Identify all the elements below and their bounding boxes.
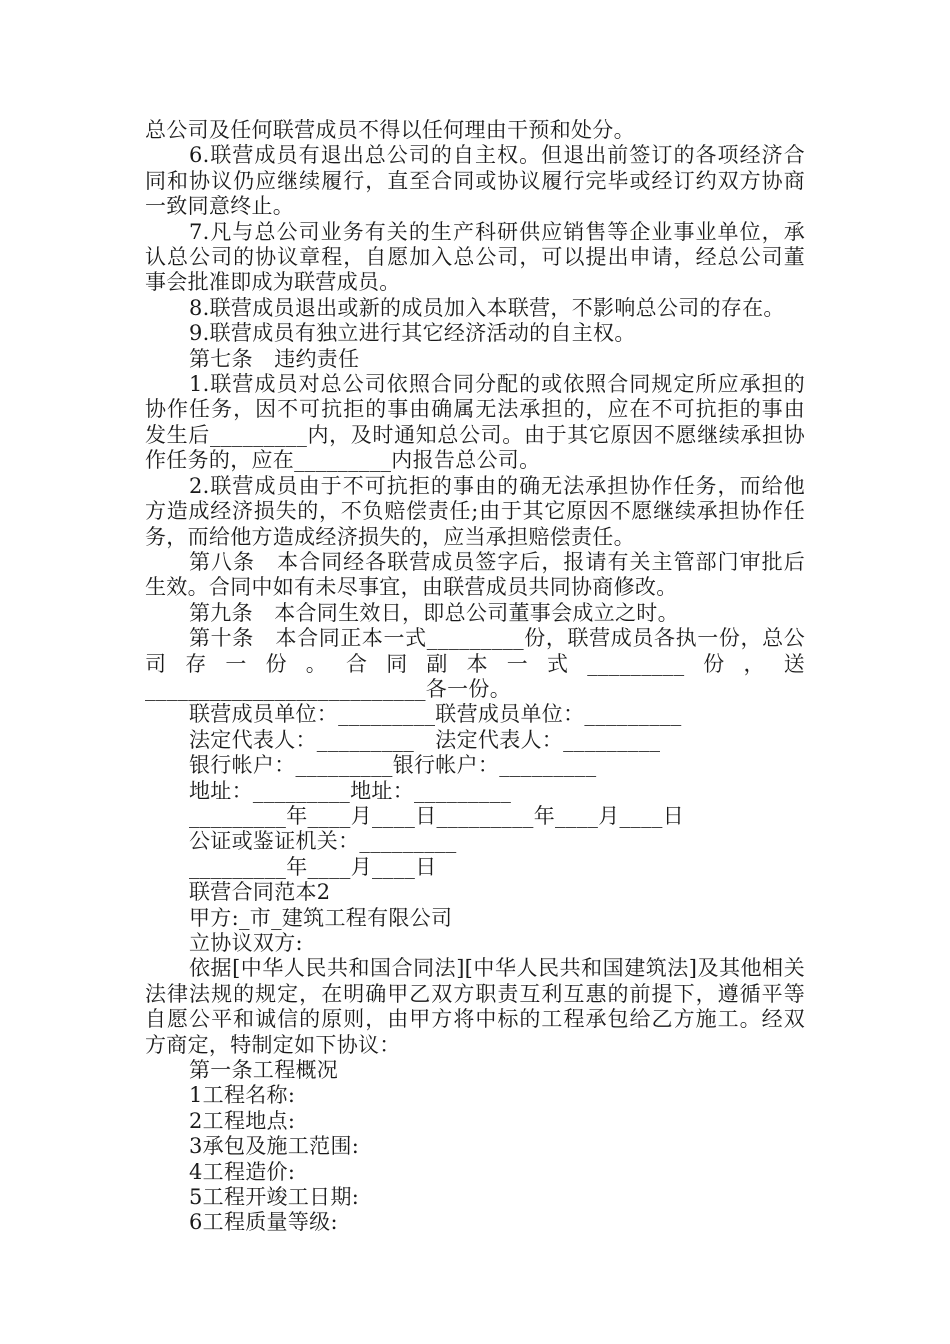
list-item: 3承包及施工范围: — [189, 1134, 360, 1159]
paragraph: 依据[中华人民共和国合同法][中华人民共和国建筑法]及其他相关法律法规的规定，在明确甲乙双方职责互利互惠的前提下，遵循平等自愿公平和诚信的原则，由甲方将中标的工程承包给乙方施工。经双方商定，特制定如下协议： — [145, 956, 805, 1057]
list-item: 6工程质量等级: — [189, 1210, 338, 1235]
paragraph: 第十条 本合同正本一式_________份，联营成员各执一份，总公司存一份。合同副本一式_________份，送__________________________各一份。 — [145, 626, 805, 701]
signature-line: 联营成员单位：_________联营成员单位：_________ — [189, 702, 682, 727]
signature-line: 地址：_________地址：_________ — [189, 778, 512, 803]
section-heading: 第一条工程概况 — [189, 1058, 339, 1083]
party-line: 甲方:_市_建筑工程有限公司 — [189, 905, 453, 930]
signature-line: 公证或鉴证机关：_________ — [189, 829, 457, 854]
paragraph: 第八条 本合同经各联营成员签字后，报请有关主管部门审批后生效。合同中如有未尽事宜，由联营成员共同协商修改。 — [145, 549, 805, 600]
list-item: 5工程开竣工日期: — [189, 1185, 360, 1210]
list-item: 1工程名称: — [189, 1083, 296, 1108]
paragraph: 第九条 本合同生效日，即总公司董事会成立之时。 — [189, 600, 679, 625]
paragraph: 1.联营成员对总公司依照合同分配的或依照合同规定所应承担的协作任务，因不可抗拒的事由确属无法承担的，应在不可抗拒的事由发生后_________内，及时通知总公司。由于其它原因不愿继续承担协作任务的，应在_________内报告总公司。 — [145, 372, 805, 473]
document-title: 联营合同范本2 — [189, 880, 331, 905]
list-item: 4工程造价: — [189, 1159, 296, 1184]
paragraph: 9.联营成员有独立进行其它经济活动的自主权。 — [189, 321, 636, 346]
list-item: 2工程地点: — [189, 1108, 296, 1133]
section-heading: 第七条 违约责任 — [189, 346, 360, 371]
date-line: _________年____月____日_________年____月____日 — [189, 803, 684, 828]
paragraph: 2.联营成员由于不可抗拒的事由的确无法承担协作任务，而给他方造成经济损失的，不负赔偿责任;由于其它原因不愿继续承担协作任务，而给他方造成经济损失的，应当承担赔偿责任。 — [145, 473, 805, 549]
document-page — [145, 118, 805, 1236]
party-line: 立协议双方: — [189, 931, 303, 955]
paragraph: 7.凡与总公司业务有关的生产科研供应销售等企业事业单位，承认总公司的协议章程，自愿加入总公司，可以提出申请，经总公司董事会批准即成为联营成员。 — [145, 219, 805, 295]
paragraph: 6.联营成员有退出总公司的自主权。但退出前签订的各项经济合同和协议仍应继续履行，直至合同或协议履行完毕或经订约双方协商一致同意终止。 — [145, 143, 805, 219]
paragraph: 总公司及任何联营成员不得以任何理由干预和处分。 — [145, 118, 635, 142]
date-line: _________年____月____日 — [189, 854, 437, 879]
signature-line: 银行帐户：_________银行帐户：_________ — [189, 753, 597, 778]
paragraph: 8.联营成员退出或新的成员加入本联营，不影响总公司的存在。 — [189, 295, 785, 320]
signature-line: 法定代表人：_________ 法定代表人：_________ — [189, 727, 661, 752]
